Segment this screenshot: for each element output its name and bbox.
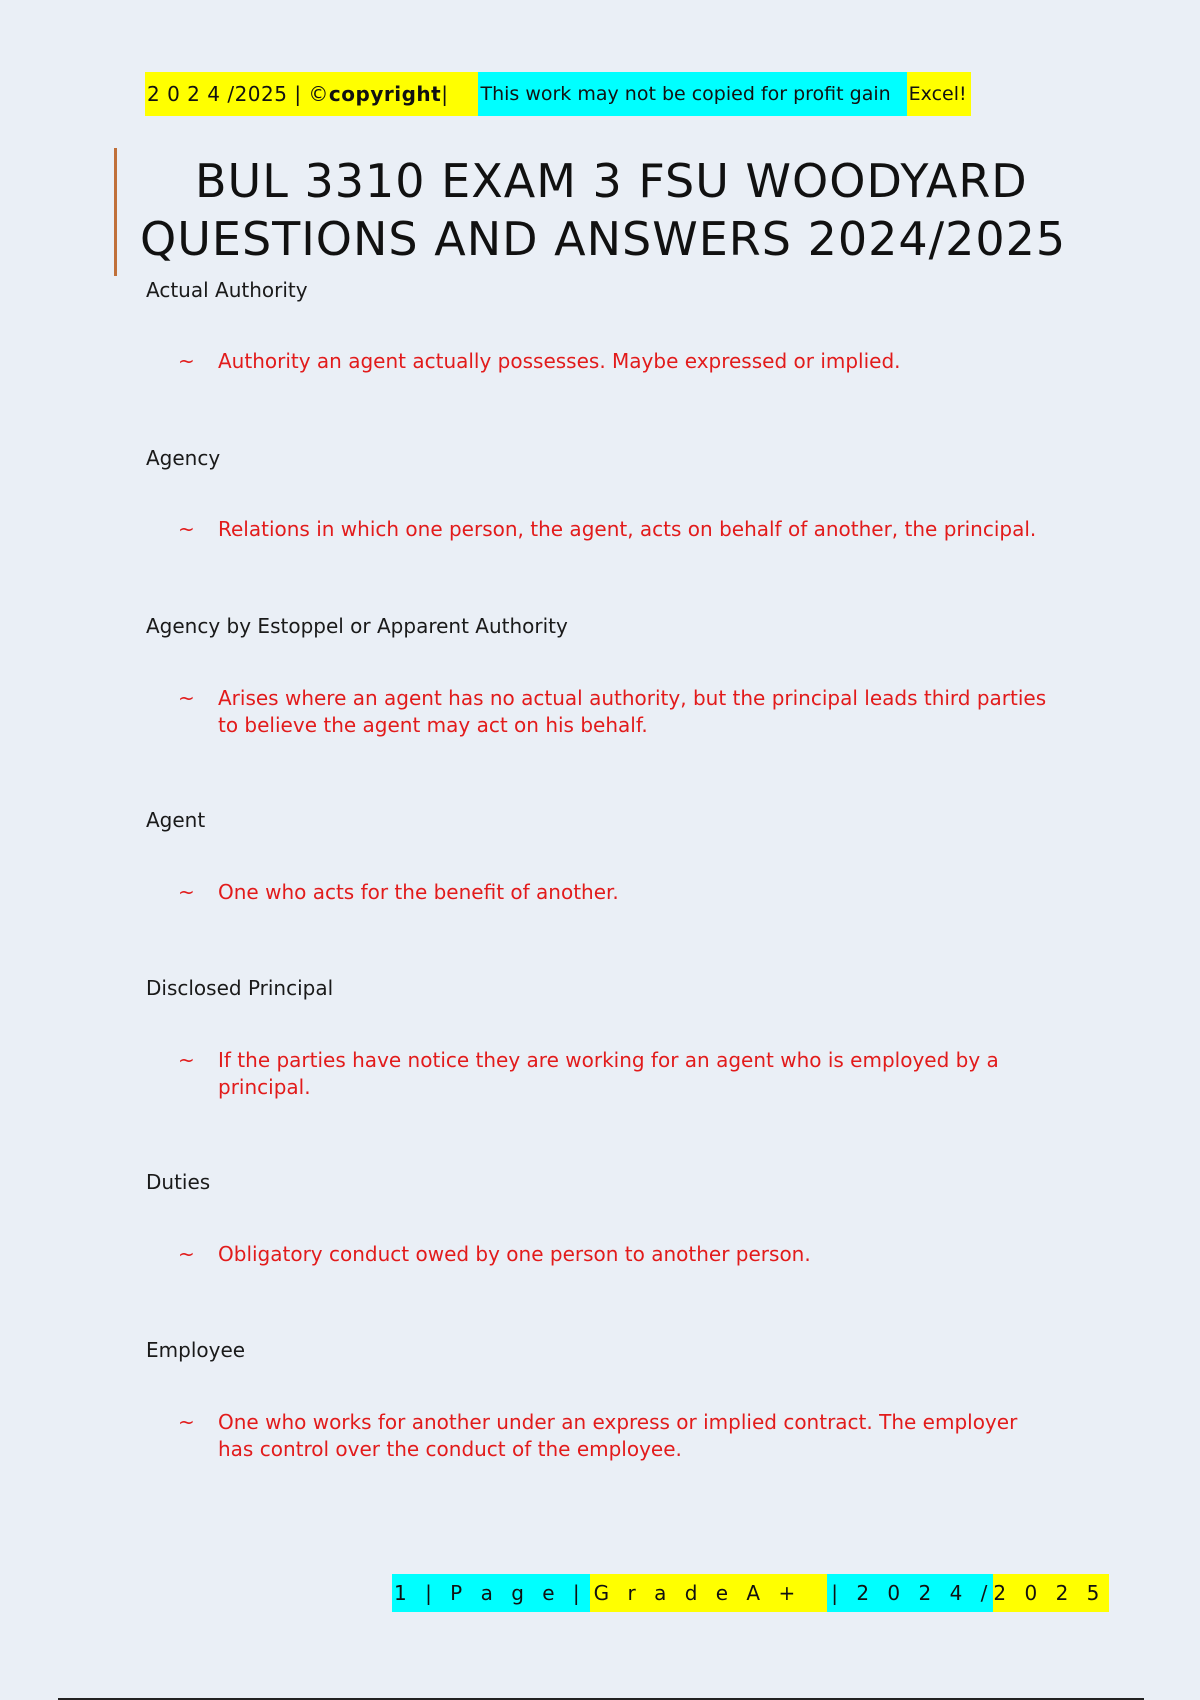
grade-label: G r a d e A + (590, 1574, 828, 1612)
definition-item (178, 348, 1058, 375)
definition-text: One who acts for the benefit of another. (218, 880, 619, 904)
copyright-suffix: | (441, 82, 449, 106)
footer-year-start: | 2 0 2 4 / (827, 1574, 993, 1612)
definition-item (178, 1409, 1058, 1463)
page-number: 1 | P a g e | (392, 1574, 590, 1612)
tilde-bullet: ~ (178, 686, 195, 710)
definition-text: Obligatory conduct owed by one person to another person. (218, 1242, 811, 1266)
no-copy-notice: This work may not be copied for profit gain (478, 72, 906, 116)
definition-item (178, 879, 1058, 906)
term-heading: Employee (146, 1338, 246, 1362)
definition-text: Authority an agent actually possesses. Maybe expressed or implied. (218, 349, 901, 373)
definition-item (178, 685, 1058, 739)
tilde-bullet: ~ (178, 349, 195, 373)
copyright-header (145, 72, 971, 116)
term-heading: Actual Authority (146, 278, 308, 302)
definition-text: If the parties have notice they are working for an agent who is employed by a principal. (218, 1048, 999, 1099)
definition-item (178, 1047, 1058, 1101)
footer-year-end: 2 0 2 5 (993, 1574, 1109, 1612)
term-heading: Duties (146, 1170, 211, 1194)
copyright-bold: copyright (328, 82, 442, 106)
tilde-bullet: ~ (178, 1410, 195, 1434)
term-heading: Agent (146, 808, 206, 832)
definition-item (178, 516, 1058, 543)
term-heading: Agency (146, 446, 221, 470)
title-line-1: BUL 3310 EXAM 3 FSU WOODYARD (195, 154, 1028, 208)
definition-text: One who works for another under an express or implied contract. The employer has control over the conduct of the employee. (218, 1410, 1018, 1461)
page-footer (392, 1574, 1109, 1612)
term-heading: Disclosed Principal (146, 976, 334, 1000)
tilde-bullet: ~ (178, 1242, 195, 1266)
copyright-prefix: 2 0 2 4 /2025 | © (147, 82, 329, 106)
term-heading: Agency by Estoppel or Apparent Authority (146, 614, 568, 638)
tilde-bullet: ~ (178, 1048, 195, 1072)
tilde-bullet: ~ (178, 880, 195, 904)
definition-text: Arises where an agent has no actual authority, but the principal leads third parties to believe the agent may act on his behalf. (218, 686, 1047, 737)
copyright-notice (145, 72, 478, 116)
definition-item (178, 1241, 1058, 1268)
definition-text: Relations in which one person, the agent, acts on behalf of another, the principal. (218, 517, 1037, 541)
title-accent-rule (114, 148, 117, 276)
tilde-bullet: ~ (178, 517, 195, 541)
excel-tag: Excel! (907, 72, 971, 116)
title-line-2: QUESTIONS AND ANSWERS 2024/2025 (140, 212, 1067, 266)
document-title (140, 152, 1140, 268)
